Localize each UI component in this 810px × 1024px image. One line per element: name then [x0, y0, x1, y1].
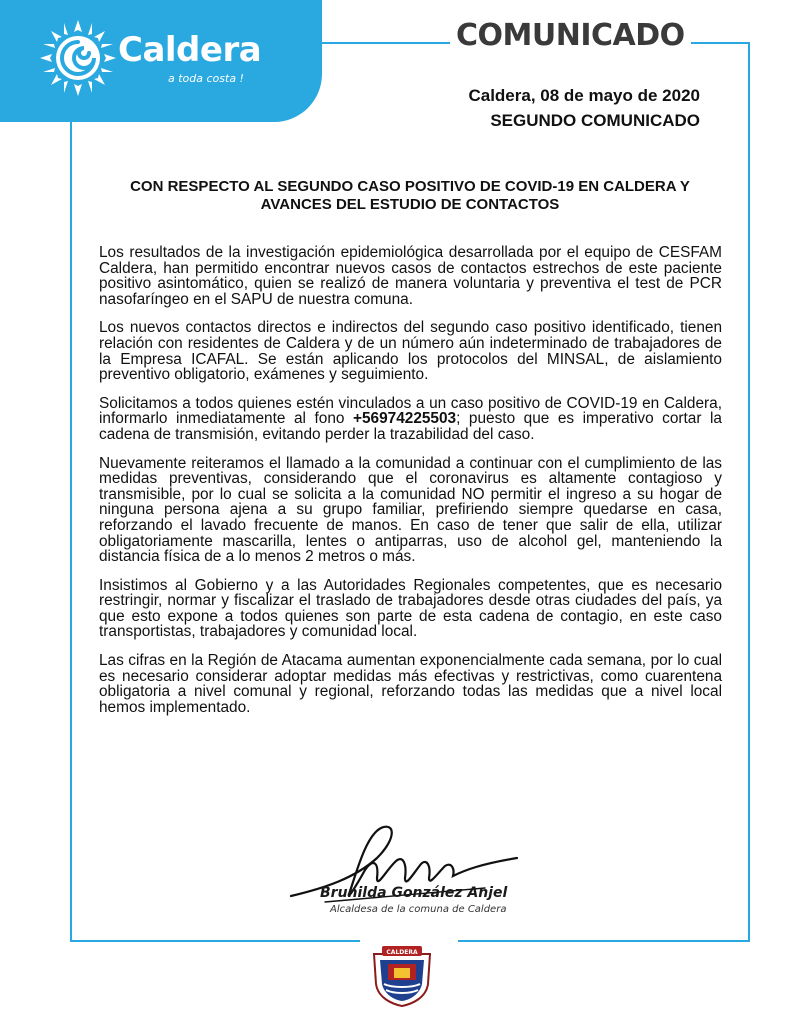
border-right [748, 42, 750, 942]
sun-logo-icon [38, 18, 118, 98]
signer-title: Alcaldesa de la comuna de Caldera [330, 904, 507, 915]
paragraph-3-end: ; puesto que es imperativo cortar la cadena de transmisión, evitando perder la trazabilidad del caso. [99, 410, 722, 443]
municipal-seal-icon [368, 944, 436, 1008]
brand-tagline: a toda costa ! [168, 72, 244, 85]
document-date: Caldera, 08 de mayo de 2020 [468, 86, 700, 105]
logo-panel [0, 0, 322, 122]
document-subtitle: SEGUNDO COMUNICADO [490, 111, 700, 130]
phone-number: +56974225503 [352, 410, 457, 428]
paragraph-3 [99, 396, 722, 443]
document-body [99, 245, 722, 728]
paragraph-1: Los resultados de la investigación epidemiológica desarrollada por el equipo de CESFAM Caldera, han permitido encontrar nuevos casos de contactos estrechos de este paciente positivo asintomático, quien se realizó de manera voluntaria y preventiva el test de PCR nasofaríngeo en el SAPU de nuestra comuna. [99, 244, 722, 308]
subject-line-1: CON RESPECTO AL SEGUNDO CASO POSITIVO DE COVID-19 EN CALDERA Y [130, 178, 690, 195]
subject-heading [110, 178, 710, 214]
page-title: COMUNICADO [450, 18, 691, 53]
border-left [70, 40, 72, 942]
paragraph-6: Las cifras en la Región de Atacama aumentan exponencialmente cada semana, por lo cual es necesario considerar adoptar medidas más efectivas y restrictivas, como cuarentena obligatoria a nivel comunal y regional, reforzando todas las medidas que a nivel local hemos implementado. [99, 652, 722, 716]
svg-text:CALDERA: CALDERA [386, 949, 418, 956]
subject-line-2: AVANCES DEL ESTUDIO DE CONTACTOS [260, 196, 560, 213]
border-bottom-right [458, 940, 750, 942]
signer-name: Brunilda González Anjel [320, 885, 508, 901]
paragraph-5: Insistimos al Gobierno y a las Autoridades Regionales competentes, que es necesario restringir, normar y fiscalizar el traslado de trabajadores desde otras ciudades del país, ya que esto expone a todos quienes son parte de esta cadena de contagio, en este caso transportistas, trabajadores y comunidad local. [99, 576, 722, 641]
brand-name: Caldera [118, 30, 262, 70]
paragraph-4: Nuevamente reiteramos el llamado a la comunidad a continuar con el cumplimiento de las medidas preventivas, considerando que el coronavirus es altamente contagioso y transmisible, por lo cual se solicita a la comunidad NO permitir el ingreso a su hogar de ninguna persona ajena a su grupo familiar, prefiriendo siempre quedarse en casa, reforzando el lavado frecuente de manos. En caso de tener que salir de ella, utilizar obligatoriamente mascarilla, lentes o antiparras, uso de alcohol gel, manteniendo la distancia física de a lo menos 2 metros o más. [99, 454, 722, 566]
paragraph-3-start: Solicitamos a todos quienes estén vinculados a un caso positivo de COVID-19 en Caldera, informarlo inmediatamente al fono [99, 394, 722, 428]
border-bottom-left [70, 940, 360, 942]
paragraph-2: Los nuevos contactos directos e indirectos del segundo caso positivo identificado, tienen relación con residentes de Caldera y de un número aún indeterminado de trabajadores de la Empresa ICAFAL. Se están aplicando los protocolos del MINSAL, de aislamiento preventivo obligatorio, exámenes y seguimiento. [99, 319, 722, 384]
